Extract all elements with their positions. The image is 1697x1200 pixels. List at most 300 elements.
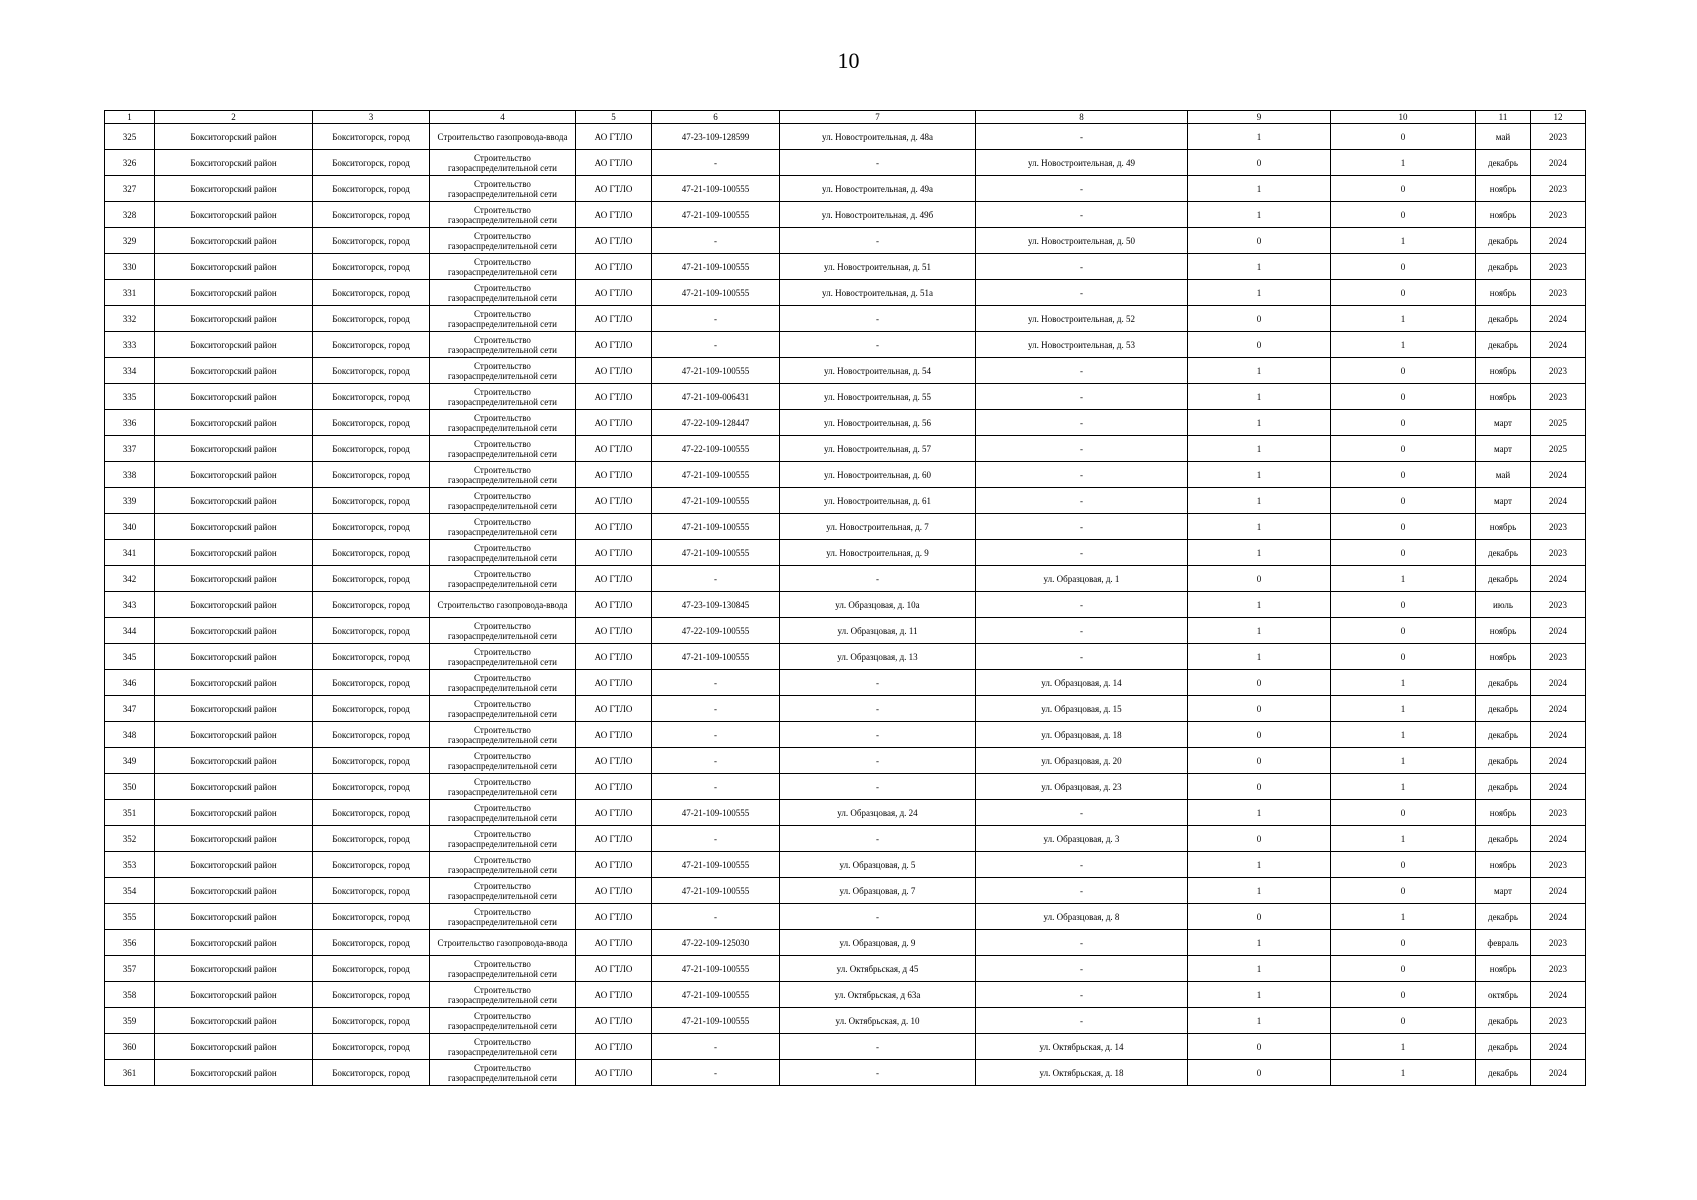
work-type-cell: Строительство газопровода-ввода [430,930,576,956]
month-cell: октябрь [1476,982,1531,1008]
row-number-cell: 343 [105,592,155,618]
work-type-cell: Строительство газораспределительной сети [430,410,576,436]
month-cell: март [1476,488,1531,514]
tech-conditions-code-cell: 47-21-109-100555 [652,800,780,826]
year-cell: 2023 [1531,956,1586,982]
month-cell: декабрь [1476,774,1531,800]
tech-conditions-code-cell: - [652,722,780,748]
count-planned-cell: 0 [1331,852,1476,878]
work-type-cell: Строительство газораспределительной сети [430,254,576,280]
table-row [105,1008,1586,1034]
row-number-cell: 346 [105,670,155,696]
settlement-cell: Бокситогорск, город [313,1008,430,1034]
organization-cell: АО ГТЛО [576,826,652,852]
row-number-cell: 331 [105,280,155,306]
settlement-cell: Бокситогорск, город [313,618,430,644]
settlement-cell: Бокситогорск, город [313,488,430,514]
table-row [105,722,1586,748]
month-cell: ноябрь [1476,384,1531,410]
table-row [105,800,1586,826]
work-type-cell: Строительство газораспределительной сети [430,358,576,384]
year-cell: 2024 [1531,306,1586,332]
month-cell: июль [1476,592,1531,618]
count-planned-cell: 0 [1331,436,1476,462]
month-cell: декабрь [1476,1034,1531,1060]
work-type-cell: Строительство газораспределительной сети [430,488,576,514]
year-cell: 2025 [1531,410,1586,436]
year-cell: 2024 [1531,618,1586,644]
organization-cell: АО ГТЛО [576,358,652,384]
district-cell: Бокситогорский район [155,800,313,826]
tech-conditions-code-cell: 47-21-109-100555 [652,956,780,982]
work-type-cell: Строительство газораспределительной сети [430,540,576,566]
row-number-cell: 340 [105,514,155,540]
organization-cell: АО ГТЛО [576,462,652,488]
table-row [105,514,1586,540]
organization-cell: АО ГТЛО [576,410,652,436]
address-connected-cell: - [780,826,976,852]
address-planned-cell: - [976,592,1188,618]
row-number-cell: 330 [105,254,155,280]
work-type-cell: Строительство газораспределительной сети [430,904,576,930]
count-connected-cell: 1 [1188,254,1331,280]
count-connected-cell: 1 [1188,592,1331,618]
work-type-cell: Строительство газораспределительной сети [430,436,576,462]
address-connected-cell: ул. Новостроительная, д. 49а [780,176,976,202]
settlement-cell: Бокситогорск, город [313,696,430,722]
work-type-cell: Строительство газораспределительной сети [430,722,576,748]
address-connected-cell: ул. Новостроительная, д. 57 [780,436,976,462]
count-connected-cell: 0 [1188,670,1331,696]
address-connected-cell: - [780,306,976,332]
organization-cell: АО ГТЛО [576,722,652,748]
district-cell: Бокситогорский район [155,384,313,410]
district-cell: Бокситогорский район [155,878,313,904]
month-cell: март [1476,878,1531,904]
settlement-cell: Бокситогорск, город [313,228,430,254]
count-connected-cell: 1 [1188,436,1331,462]
table-row [105,436,1586,462]
year-cell: 2024 [1531,1034,1586,1060]
tech-conditions-code-cell: 47-22-109-100555 [652,618,780,644]
column-number-header: 1 [105,111,155,124]
organization-cell: АО ГТЛО [576,748,652,774]
count-connected-cell: 1 [1188,202,1331,228]
address-planned-cell: ул. Образцовая, д. 1 [976,566,1188,592]
year-cell: 2024 [1531,228,1586,254]
organization-cell: АО ГТЛО [576,124,652,150]
row-number-cell: 332 [105,306,155,332]
work-type-cell: Строительство газораспределительной сети [430,384,576,410]
organization-cell: АО ГТЛО [576,1034,652,1060]
month-cell: май [1476,124,1531,150]
year-cell: 2023 [1531,1008,1586,1034]
row-number-cell: 351 [105,800,155,826]
count-planned-cell: 1 [1331,670,1476,696]
tech-conditions-code-cell: 47-21-109-100555 [652,358,780,384]
address-planned-cell: - [976,176,1188,202]
settlement-cell: Бокситогорск, город [313,410,430,436]
address-connected-cell: ул. Образцовая, д. 5 [780,852,976,878]
row-number-cell: 356 [105,930,155,956]
count-connected-cell: 0 [1188,150,1331,176]
month-cell: декабрь [1476,566,1531,592]
work-type-cell: Строительство газораспределительной сети [430,1060,576,1086]
year-cell: 2024 [1531,982,1586,1008]
count-planned-cell: 0 [1331,176,1476,202]
year-cell: 2024 [1531,150,1586,176]
settlement-cell: Бокситогорск, город [313,540,430,566]
tech-conditions-code-cell: - [652,904,780,930]
tech-conditions-code-cell: 47-21-109-100555 [652,540,780,566]
settlement-cell: Бокситогорск, город [313,748,430,774]
count-planned-cell: 0 [1331,124,1476,150]
count-planned-cell: 0 [1331,462,1476,488]
tech-conditions-code-cell: - [652,332,780,358]
count-planned-cell: 1 [1331,1060,1476,1086]
address-planned-cell: - [976,644,1188,670]
tech-conditions-code-cell: 47-22-109-100555 [652,436,780,462]
settlement-cell: Бокситогорск, город [313,566,430,592]
month-cell: декабрь [1476,332,1531,358]
count-planned-cell: 1 [1331,306,1476,332]
work-type-cell: Строительство газораспределительной сети [430,982,576,1008]
organization-cell: АО ГТЛО [576,150,652,176]
work-type-cell: Строительство газораспределительной сети [430,696,576,722]
district-cell: Бокситогорский район [155,462,313,488]
table-row [105,384,1586,410]
year-cell: 2023 [1531,358,1586,384]
settlement-cell: Бокситогорск, город [313,514,430,540]
address-connected-cell: ул. Образцовая, д. 11 [780,618,976,644]
address-connected-cell: - [780,696,976,722]
work-type-cell: Строительство газораспределительной сети [430,462,576,488]
address-connected-cell: ул. Новостроительная, д. 60 [780,462,976,488]
count-planned-cell: 0 [1331,488,1476,514]
address-connected-cell: ул. Новостроительная, д. 51а [780,280,976,306]
table-row [105,982,1586,1008]
address-planned-cell: - [976,982,1188,1008]
month-cell: ноябрь [1476,202,1531,228]
tech-conditions-code-cell: 47-21-109-100555 [652,982,780,1008]
count-connected-cell: 0 [1188,826,1331,852]
settlement-cell: Бокситогорск, город [313,332,430,358]
year-cell: 2024 [1531,826,1586,852]
district-cell: Бокситогорский район [155,852,313,878]
work-type-cell: Строительство газораспределительной сети [430,1008,576,1034]
count-connected-cell: 1 [1188,124,1331,150]
tech-conditions-code-cell: - [652,696,780,722]
table-row [105,904,1586,930]
organization-cell: АО ГТЛО [576,774,652,800]
address-connected-cell: ул. Новостроительная, д. 48а [780,124,976,150]
month-cell: ноябрь [1476,618,1531,644]
address-planned-cell: - [976,462,1188,488]
count-connected-cell: 1 [1188,618,1331,644]
tech-conditions-code-cell: 47-21-109-100555 [652,280,780,306]
month-cell: декабрь [1476,254,1531,280]
count-connected-cell: 0 [1188,228,1331,254]
count-connected-cell: 0 [1188,696,1331,722]
address-planned-cell: - [976,956,1188,982]
address-connected-cell: ул. Новостроительная, д. 56 [780,410,976,436]
row-number-cell: 344 [105,618,155,644]
year-cell: 2024 [1531,670,1586,696]
address-planned-cell: - [976,618,1188,644]
table-row [105,306,1586,332]
row-number-cell: 358 [105,982,155,1008]
count-planned-cell: 1 [1331,566,1476,592]
count-planned-cell: 1 [1331,332,1476,358]
count-planned-cell: 1 [1331,150,1476,176]
address-connected-cell: - [780,1034,976,1060]
address-planned-cell: ул. Октябрьская, д. 18 [976,1060,1188,1086]
settlement-cell: Бокситогорск, город [313,852,430,878]
year-cell: 2023 [1531,176,1586,202]
count-planned-cell: 0 [1331,956,1476,982]
work-type-cell: Строительство газораспределительной сети [430,228,576,254]
row-number-cell: 338 [105,462,155,488]
work-type-cell: Строительство газораспределительной сети [430,1034,576,1060]
organization-cell: АО ГТЛО [576,540,652,566]
work-type-cell: Строительство газораспределительной сети [430,202,576,228]
organization-cell: АО ГТЛО [576,644,652,670]
address-planned-cell: ул. Образцовая, д. 8 [976,904,1188,930]
address-connected-cell: - [780,670,976,696]
table-row [105,566,1586,592]
count-planned-cell: 0 [1331,930,1476,956]
organization-cell: АО ГТЛО [576,202,652,228]
month-cell: декабрь [1476,1060,1531,1086]
settlement-cell: Бокситогорск, город [313,1060,430,1086]
district-cell: Бокситогорский район [155,332,313,358]
count-connected-cell: 1 [1188,540,1331,566]
district-cell: Бокситогорский район [155,540,313,566]
address-planned-cell: ул. Образцовая, д. 3 [976,826,1188,852]
row-number-cell: 347 [105,696,155,722]
tech-conditions-code-cell: 47-21-109-100555 [652,176,780,202]
work-type-cell: Строительство газораспределительной сети [430,878,576,904]
address-connected-cell: - [780,748,976,774]
count-planned-cell: 1 [1331,774,1476,800]
address-connected-cell: - [780,722,976,748]
organization-cell: АО ГТЛО [576,332,652,358]
settlement-cell: Бокситогорск, город [313,774,430,800]
month-cell: декабрь [1476,540,1531,566]
gasification-table [104,110,1586,1086]
count-connected-cell: 1 [1188,410,1331,436]
district-cell: Бокситогорский район [155,904,313,930]
address-connected-cell: ул. Образцовая, д. 24 [780,800,976,826]
month-cell: декабрь [1476,748,1531,774]
year-cell: 2023 [1531,800,1586,826]
row-number-cell: 354 [105,878,155,904]
count-planned-cell: 0 [1331,280,1476,306]
table-row [105,748,1586,774]
district-cell: Бокситогорский район [155,280,313,306]
district-cell: Бокситогорский район [155,1060,313,1086]
tech-conditions-code-cell: 47-21-109-100555 [652,878,780,904]
table-row [105,150,1586,176]
count-connected-cell: 1 [1188,384,1331,410]
district-cell: Бокситогорский район [155,358,313,384]
count-planned-cell: 1 [1331,722,1476,748]
settlement-cell: Бокситогорск, город [313,722,430,748]
organization-cell: АО ГТЛО [576,618,652,644]
count-connected-cell: 0 [1188,904,1331,930]
row-number-cell: 350 [105,774,155,800]
table-row [105,826,1586,852]
count-planned-cell: 0 [1331,592,1476,618]
year-cell: 2023 [1531,254,1586,280]
count-connected-cell: 0 [1188,748,1331,774]
address-connected-cell: ул. Новостроительная, д. 9 [780,540,976,566]
tech-conditions-code-cell: 47-22-109-128447 [652,410,780,436]
table-row [105,124,1586,150]
month-cell: ноябрь [1476,852,1531,878]
column-number-row [105,111,1586,124]
count-planned-cell: 0 [1331,1008,1476,1034]
work-type-cell: Строительство газораспределительной сети [430,852,576,878]
year-cell: 2024 [1531,904,1586,930]
column-number-header: 2 [155,111,313,124]
district-cell: Бокситогорский район [155,436,313,462]
count-connected-cell: 1 [1188,930,1331,956]
settlement-cell: Бокситогорск, город [313,904,430,930]
table-row [105,176,1586,202]
month-cell: март [1476,436,1531,462]
table-row [105,930,1586,956]
count-connected-cell: 1 [1188,176,1331,202]
year-cell: 2024 [1531,332,1586,358]
row-number-cell: 333 [105,332,155,358]
district-cell: Бокситогорский район [155,722,313,748]
address-planned-cell: ул. Новостроительная, д. 49 [976,150,1188,176]
address-connected-cell: - [780,566,976,592]
count-connected-cell: 1 [1188,800,1331,826]
count-connected-cell: 1 [1188,982,1331,1008]
month-cell: март [1476,410,1531,436]
tech-conditions-code-cell: 47-21-109-100555 [652,1008,780,1034]
settlement-cell: Бокситогорск, город [313,384,430,410]
count-planned-cell: 1 [1331,1034,1476,1060]
address-connected-cell: ул. Новостроительная, д. 51 [780,254,976,280]
address-connected-cell: - [780,228,976,254]
table-row [105,202,1586,228]
row-number-cell: 355 [105,904,155,930]
month-cell: ноябрь [1476,800,1531,826]
month-cell: декабрь [1476,1008,1531,1034]
work-type-cell: Строительство газораспределительной сети [430,774,576,800]
organization-cell: АО ГТЛО [576,306,652,332]
count-planned-cell: 0 [1331,384,1476,410]
row-number-cell: 336 [105,410,155,436]
year-cell: 2023 [1531,852,1586,878]
table-row [105,462,1586,488]
address-planned-cell: - [976,800,1188,826]
count-planned-cell: 0 [1331,982,1476,1008]
work-type-cell: Строительство газораспределительной сети [430,176,576,202]
year-cell: 2024 [1531,488,1586,514]
settlement-cell: Бокситогорск, город [313,670,430,696]
table-row [105,228,1586,254]
address-connected-cell: - [780,150,976,176]
row-number-cell: 360 [105,1034,155,1060]
month-cell: ноябрь [1476,514,1531,540]
count-connected-cell: 1 [1188,462,1331,488]
tech-conditions-code-cell: 47-23-109-128599 [652,124,780,150]
address-connected-cell: ул. Новостроительная, д. 55 [780,384,976,410]
count-connected-cell: 1 [1188,514,1331,540]
district-cell: Бокситогорский район [155,774,313,800]
month-cell: декабрь [1476,904,1531,930]
count-connected-cell: 1 [1188,1008,1331,1034]
count-planned-cell: 0 [1331,202,1476,228]
year-cell: 2023 [1531,280,1586,306]
district-cell: Бокситогорский район [155,748,313,774]
district-cell: Бокситогорский район [155,644,313,670]
year-cell: 2025 [1531,436,1586,462]
row-number-cell: 361 [105,1060,155,1086]
district-cell: Бокситогорский район [155,1008,313,1034]
count-planned-cell: 0 [1331,644,1476,670]
district-cell: Бокситогорский район [155,592,313,618]
count-connected-cell: 1 [1188,852,1331,878]
address-planned-cell: ул. Образцовая, д. 18 [976,722,1188,748]
organization-cell: АО ГТЛО [576,254,652,280]
tech-conditions-code-cell: 47-23-109-130845 [652,592,780,618]
tech-conditions-code-cell: 47-21-109-100555 [652,852,780,878]
year-cell: 2024 [1531,1060,1586,1086]
tech-conditions-code-cell: - [652,826,780,852]
month-cell: ноябрь [1476,644,1531,670]
address-planned-cell: ул. Новостроительная, д. 53 [976,332,1188,358]
address-connected-cell: ул. Новостроительная, д. 54 [780,358,976,384]
settlement-cell: Бокситогорск, город [313,826,430,852]
organization-cell: АО ГТЛО [576,670,652,696]
month-cell: декабрь [1476,306,1531,332]
organization-cell: АО ГТЛО [576,566,652,592]
district-cell: Бокситогорский район [155,956,313,982]
count-connected-cell: 0 [1188,1034,1331,1060]
district-cell: Бокситогорский район [155,488,313,514]
row-number-cell: 357 [105,956,155,982]
row-number-cell: 353 [105,852,155,878]
address-connected-cell: - [780,774,976,800]
address-connected-cell: ул. Октябрьская, д 63а [780,982,976,1008]
work-type-cell: Строительство газораспределительной сети [430,644,576,670]
settlement-cell: Бокситогорск, город [313,644,430,670]
table-row [105,592,1586,618]
month-cell: ноябрь [1476,280,1531,306]
settlement-cell: Бокситогорск, город [313,176,430,202]
month-cell: декабрь [1476,826,1531,852]
address-planned-cell: - [976,1008,1188,1034]
district-cell: Бокситогорский район [155,254,313,280]
year-cell: 2024 [1531,878,1586,904]
address-connected-cell: ул. Образцовая, д. 13 [780,644,976,670]
count-connected-cell: 1 [1188,956,1331,982]
count-planned-cell: 0 [1331,254,1476,280]
settlement-cell: Бокситогорск, город [313,254,430,280]
count-connected-cell: 0 [1188,1060,1331,1086]
address-connected-cell: ул. Образцовая, д. 7 [780,878,976,904]
work-type-cell: Строительство газораспределительной сети [430,748,576,774]
settlement-cell: Бокситогорск, город [313,202,430,228]
count-planned-cell: 0 [1331,514,1476,540]
month-cell: февраль [1476,930,1531,956]
settlement-cell: Бокситогорск, город [313,280,430,306]
